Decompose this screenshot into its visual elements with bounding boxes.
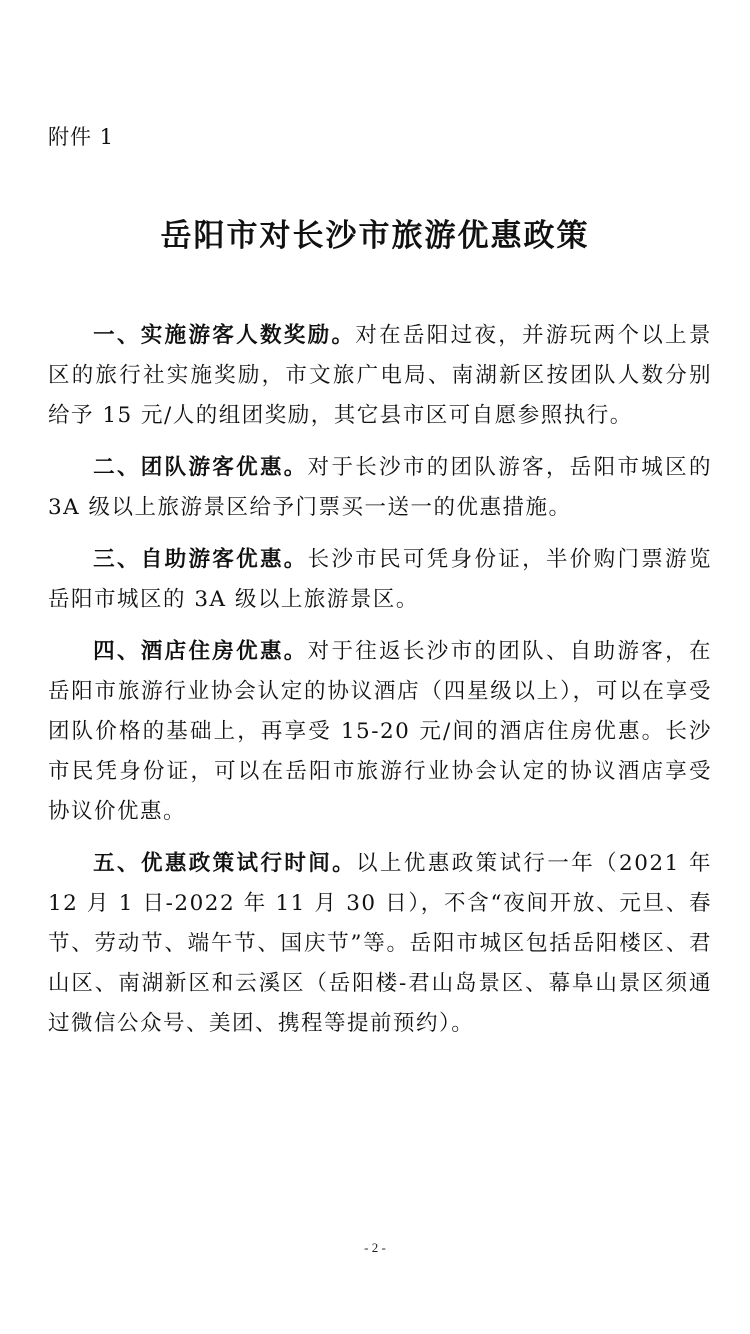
section-4-heading: 四、酒店住房优惠。 xyxy=(93,639,308,664)
section-3 xyxy=(48,540,712,620)
document-body xyxy=(48,316,712,1056)
page-number: - 2 - xyxy=(364,1240,386,1255)
section-1 xyxy=(48,316,712,436)
section-5-text: 以上优惠政策试行一年（2021 年 12 月 1 日-2022 年 11 月 30 日），不含“夜间开放、元旦、春节、劳动节、端午节、国庆节”等。岳阳市城区包括岳阳楼区、君山区、南湖新区和云溪区（岳阳楼-君山岛景区、幕阜山景区须通过微信公众号、美团、携程等提前预约）。 xyxy=(48,851,712,1036)
attachment-label: 附件 1 xyxy=(48,125,115,149)
section-3-heading: 三、自助游客优惠。 xyxy=(93,547,308,572)
document-title: 岳阳市对长沙市旅游优惠政策 xyxy=(160,218,590,254)
section-2-heading: 二、团队游客优惠。 xyxy=(93,455,308,480)
section-4 xyxy=(48,632,712,832)
section-3-text: 长沙市民可凭身份证，半价购门票游览岳阳市城区的 3A 级以上旅游景区。 xyxy=(48,547,712,612)
section-1-text: 对在岳阳过夜，并游玩两个以上景区的旅行社实施奖励，市文旅广电局、南湖新区按团队人数分别给予 15 元/人的组团奖励，其它县市区可自愿参照执行。 xyxy=(48,323,712,428)
section-2 xyxy=(48,448,712,528)
section-5 xyxy=(48,844,712,1044)
section-5-heading: 五、优惠政策试行时间。 xyxy=(93,851,357,876)
section-4-text: 对于往返长沙市的团队、自助游客，在岳阳市旅游行业协会认定的协议酒店（四星级以上），可以在享受团队价格的基础上，再享受 15-20 元/间的酒店住房优惠。长沙市民凭身份证，可以在岳阳市旅游行业协会认定的协议酒店享受协议价优惠。 xyxy=(48,639,712,824)
section-1-heading: 一、实施游客人数奖励。 xyxy=(93,323,356,348)
section-2-text: 对于长沙市的团队游客，岳阳市城区的 3A 级以上旅游景区给予门票买一送一的优惠措施。 xyxy=(48,455,712,520)
